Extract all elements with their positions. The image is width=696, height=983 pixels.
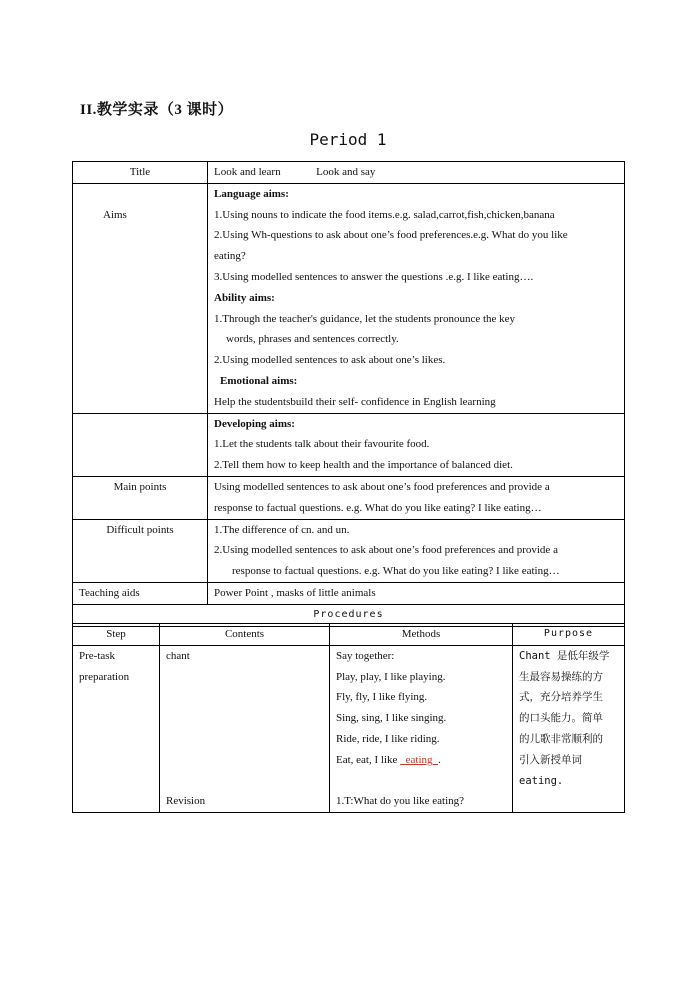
method-line-4: Sing, sing, I like singing.: [336, 712, 447, 725]
teaching-aids-row: [73, 582, 625, 604]
method-line-1: Say together:: [336, 649, 395, 662]
developing-row: [73, 413, 625, 476]
methods-revision: 1.T:What do you like eating?: [336, 794, 465, 807]
eat-suffix: .: [438, 753, 441, 766]
pre-task-row: [73, 645, 625, 812]
aims-label-cell: [73, 183, 208, 413]
difficult-points-line-1: 1.The difference of cn. and un.: [214, 523, 350, 536]
ability-aim-1: 1.Through the teacher's guidance, let the students pronounce the key: [214, 312, 516, 325]
purpose-line-1: Chant 是低年级学: [519, 649, 610, 662]
title-value-1: Look and learn: [214, 166, 281, 178]
ability-aim-1-cont: words, phrases and sentences correctly.: [226, 333, 399, 346]
language-aim-2: 2.Using Wh-questions to ask about one’s food preferences.e.g. What do you like: [214, 229, 568, 242]
language-aim-3: 3.Using modelled sentences to answer the questions .e.g. I like eating….: [214, 270, 534, 283]
purpose-line-4: 的口头能力。简单: [519, 712, 603, 725]
contents-revision: Revision: [166, 794, 206, 807]
ability-aim-2: 2.Using modelled sentences to ask about one’s likes.: [214, 354, 446, 367]
method-line-5: Ride, ride, I like riding.: [336, 732, 440, 745]
emotional-aim: Help the studentsbuild their self- confidence in English learning: [214, 395, 496, 408]
main-points-line-2: response to factual questions. e.g. What do you like eating? I like eating…: [214, 501, 542, 514]
emotional-aims-heading: Emotional aims:: [220, 374, 298, 387]
purpose-line-6: 引入新授单词: [519, 753, 582, 766]
developing-label-cell: [73, 413, 208, 476]
difficult-points-row: [73, 519, 625, 582]
procedures-header-row: [73, 624, 625, 646]
aims-label: Aims: [103, 208, 127, 221]
methods-header: Methods: [330, 624, 513, 646]
aims-row: [73, 183, 625, 413]
eat-prefix: Eat, eat, I like: [336, 753, 401, 766]
difficult-points-content: [208, 519, 625, 582]
main-points-row: [73, 476, 625, 519]
methods-cell: [330, 645, 513, 812]
eat-blank: _eating_: [400, 753, 439, 766]
purpose-line-2: 生最容易操练的方: [519, 670, 603, 683]
difficult-points-line-3: response to factual questions. e.g. What do you like eating? I like eating…: [232, 565, 560, 578]
main-points-line-1: Using modelled sentences to ask about one’s food preferences and provide a: [214, 480, 550, 493]
ability-aims-heading: Ability aims:: [214, 291, 275, 304]
main-points-label: Main points: [73, 476, 208, 519]
lesson-plan-table: [72, 161, 625, 627]
method-line-2: Play, play, I like playing.: [336, 670, 446, 683]
purpose-header: Purpose: [513, 624, 625, 646]
language-aim-2-cont: eating?: [214, 250, 246, 263]
language-aims-heading: Language aims:: [214, 187, 289, 200]
procedures-heading: Procedures: [73, 604, 625, 626]
difficult-points-label: Difficult points: [73, 519, 208, 582]
contents-header: Contents: [160, 624, 330, 646]
section-heading: II.教学实录（3 课时）: [80, 102, 234, 118]
purpose-line-3: 式，充分培养学生: [519, 691, 603, 704]
teaching-aids-label: Teaching aids: [73, 582, 208, 604]
purpose-cell: [513, 645, 625, 812]
step-line-2: preparation: [79, 670, 130, 683]
developing-content: [208, 413, 625, 476]
developing-aim-2: 2.Tell them how to keep health and the importance of balanced diet.: [214, 459, 513, 472]
main-points-content: [208, 476, 625, 519]
title-row: [73, 162, 625, 184]
developing-aims-heading: Developing aims:: [214, 417, 295, 430]
procedures-table: [72, 623, 625, 813]
difficult-points-line-2: 2.Using modelled sentences to ask about one’s food preferences and provide a: [214, 544, 558, 557]
teaching-aids-value: Power Point , masks of little animals: [208, 582, 625, 604]
period-title: Period 1: [309, 130, 387, 149]
purpose-line-7: eating.: [519, 774, 564, 787]
method-line-6: [336, 750, 506, 771]
title-value-2: Look and say: [316, 166, 376, 178]
language-aim-1: 1.Using nouns to indicate the food items.e.g. salad,carrot,fish,chicken,banana: [214, 208, 555, 221]
purpose-line-5: 的儿歌非常顺利的: [519, 732, 603, 745]
aims-content: [208, 183, 625, 413]
step-line-1: Pre-task: [79, 649, 116, 662]
contents-cell: [160, 645, 330, 812]
developing-aim-1: 1.Let the students talk about their favourite food.: [214, 438, 430, 451]
step-cell: [73, 645, 160, 812]
title-value: [208, 162, 625, 184]
method-line-3: Fly, fly, I like flying.: [336, 691, 428, 704]
title-label: Title: [73, 162, 208, 184]
step-header: Step: [73, 624, 160, 646]
contents-chant: chant: [166, 649, 190, 662]
